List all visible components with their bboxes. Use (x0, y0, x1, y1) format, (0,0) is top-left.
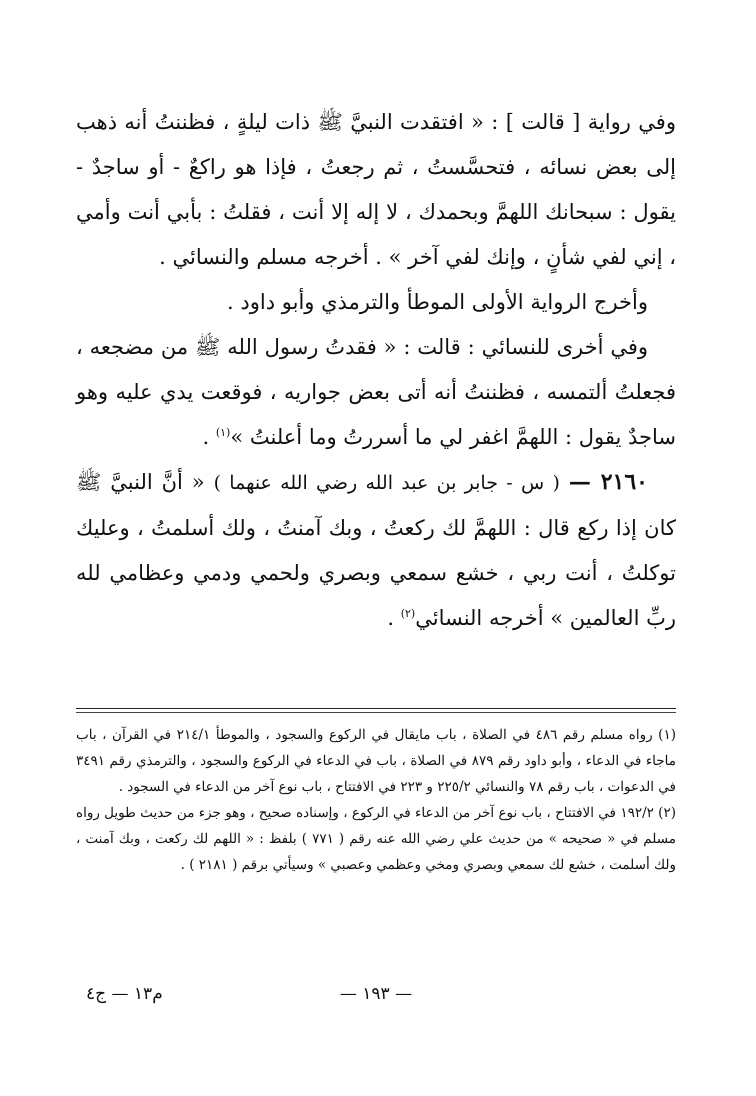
paragraph-1: وفي رواية [ قالت ] : « افتقدت النبيَّ ﷺ ذات ليلةٍ ، فظننتُ أنه ذهب إلى بعض نسائه ، فتحسَّستُ ، ثم رجعتُ ، فإذا هو راكعٌ - أو ساجدٌ - يقول : سبحانك اللهمَّ وبحمدك ، لا إله إلا أنت ، فقلتُ : بأبي أنت وأمي ، إني لفي شأنٍ ، وإنك لفي آخر » . أخرجه مسلم والنسائي . (76, 110, 676, 269)
footnotes (76, 722, 676, 878)
hadith-narrator: ( س - جابر بن عبد الله رضي الله عنهما ) (213, 472, 560, 494)
page-number: — ١٩٣ — (339, 984, 413, 1004)
main-body (76, 100, 676, 641)
footnote-2: (٢) ١٩٢/٢ في الافتتاح ، باب نوع آخر من الدعاء في الركوع ، وإسناده صحيح ، وهو جزء من حديث طويل رواه مسلم في « صحيحه » من حديث علي رضي الله عنه رقم ( ٧٧١ ) بلفظ : « اللهم لك ركعت ، وبك آمنت ، ولك أسلمت ، خشع لك سمعي وبصري ومخي وعظمي وعصبي » وسيأتي برقم ( ٢١٨١ ) . (76, 805, 676, 873)
footnote-1: (١) رواه مسلم رقم ٤٨٦ في الصلاة ، باب مايقال في الركوع والسجود ، والموطأ ٢١٤/١ في القرآن ، باب ماجاء في الدعاء ، وأبو داود رقم ٨٧٩ في الصلاة ، باب في الدعاء في الركوع والسجود ، والترمذي رقم ٣٤٩١ في الدعوات ، باب رقم ٧٨ والنسائي ٢٢٥/٢ و ٢٢٣ في الافتتاح ، باب نوع آخر من الدعاء في السجود . (76, 727, 676, 795)
hadith-number: ٢١٦٠ — (568, 469, 648, 495)
footnote-ref-2[interactable]: (٢) (400, 607, 416, 620)
volume-signature: م١٣ — ج٤ (86, 984, 163, 1004)
paragraph-3-text: وفي أخرى للنسائي : قالت : « فقدتُ رسول الله ﷺ من مضجعه ، فجعلتُ ألتمسه ، فظننتُ أنه أتى بعض جواريه ، فوقعت يدي عليه وهو ساجدٌ يقول : اللهمَّ اغفر لي ما أسررتُ وما أعلنتُ » (76, 335, 676, 449)
hadith-end: . (387, 606, 401, 630)
footnote-divider (76, 708, 676, 709)
footnote-ref-1[interactable]: (١) (215, 426, 231, 439)
paragraph-3-end: . (202, 425, 216, 449)
hadith-2160 (76, 460, 676, 641)
footnote-divider-thin (76, 712, 676, 713)
hadith-text: « أنَّ النبيَّ ﷺ كان إذا ركع قال : اللهمَّ لك ركعتُ ، وبك آمنتُ ، ولك أسلمتُ ، وعليك توكلتُ ، أنت ربي ، خشع سمعي وبصري ولحمي ودمي وعظامي لله ربِّ العالمين » أخرجه النسائي (76, 470, 676, 630)
paragraph-2: وأخرج الرواية الأولى الموطأ والترمذي وأبو داود . (227, 290, 648, 314)
paragraph-3 (76, 325, 676, 460)
page-footer (76, 984, 676, 1014)
main-text (76, 100, 676, 641)
